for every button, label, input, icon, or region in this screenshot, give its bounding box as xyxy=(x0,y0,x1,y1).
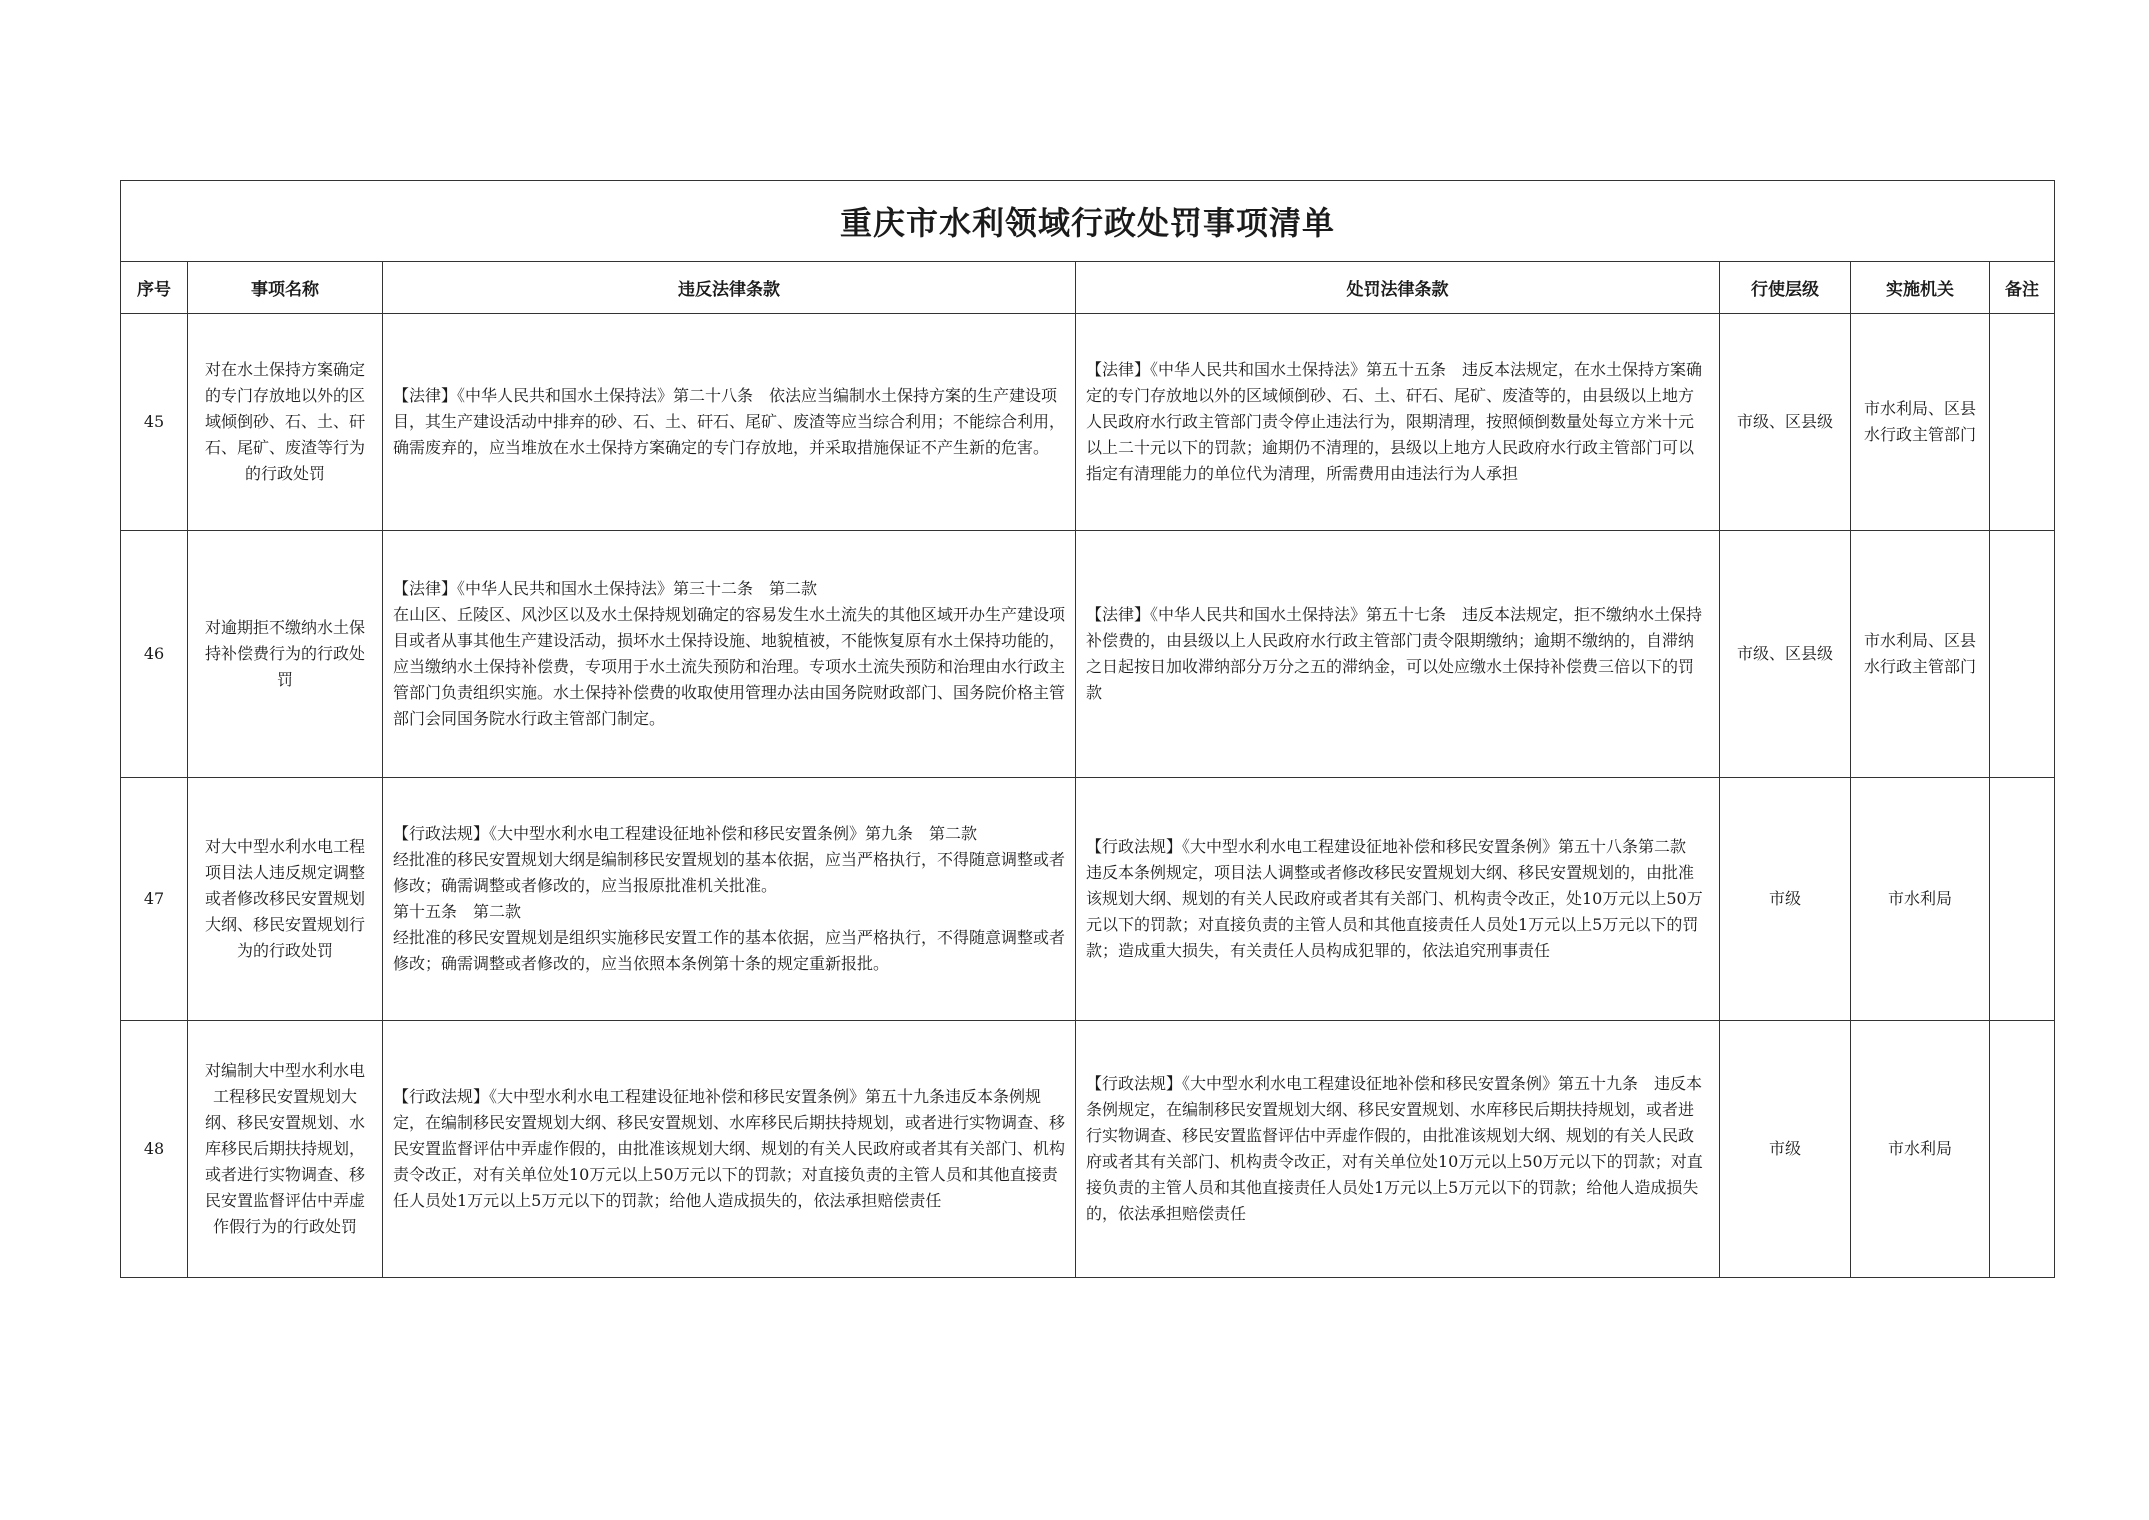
header-seq: 序号 xyxy=(121,262,188,314)
header-org: 实施机关 xyxy=(1851,262,1990,314)
header-name: 事项名称 xyxy=(188,262,383,314)
header-note: 备注 xyxy=(1990,262,2055,314)
row-org: 市水利局、区县水行政主管部门 xyxy=(1851,314,1990,531)
row-name: 对编制大中型水利水电工程移民安置规划大纲、移民安置规划、水库移民后期扶持规划，或者进行实物调查、移民安置监督评估中弄虚作假行为的行政处罚 xyxy=(188,1021,383,1278)
table-row xyxy=(121,531,2055,778)
violation-line: 经批准的移民安置规划大纲是编制移民安置规划的基本依据，应当严格执行，不得随意调整或者修改；确需调整或者修改的，应当报原批准机关批准。 xyxy=(393,850,1066,895)
row-seq: 45 xyxy=(121,314,188,531)
violation-line: 经批准的移民安置规划是组织实施移民安置工作的基本依据，应当严格执行，不得随意调整或者修改；确需调整或者修改的，应当依照本条例第十条的规定重新报批。 xyxy=(393,928,1066,973)
row-level: 市级 xyxy=(1720,1021,1851,1278)
row-level: 市级 xyxy=(1720,778,1851,1021)
header-violation: 违反法律条款 xyxy=(383,262,1076,314)
row-level: 市级、区县级 xyxy=(1720,531,1851,778)
row-note xyxy=(1990,778,2055,1021)
table-header-row xyxy=(121,262,2055,314)
header-level: 行使层级 xyxy=(1720,262,1851,314)
violation-line: 【行政法规】《大中型水利水电工程建设征地补偿和移民安置条例》第五十九条违反本条例规定，在编制移民安置规划大纲、移民安置规划、水库移民后期扶持规划，或者进行实物调查、移民安置监督评估中弄虚作假的，由批准该规划大纲、规划的有关人民政府或者其有关部门、机构责令改正，对有关单位处10万元以上50万元以下的罚款；对直接负责的主管人员和其他直接责任人员处1万元以上5万元以下的罚款；给他人造成损失的，依法承担赔偿责任 xyxy=(393,1087,1066,1210)
row-penalty: 【法律】《中华人民共和国水土保持法》第五十五条 违反本法规定，在水土保持方案确定的专门存放地以外的区域倾倒砂、石、土、矸石、尾矿、废渣等的，由县级以上地方人民政府水行政主管部门责令停止违法行为，限期清理，按照倾倒数量处每立方米十元以上二十元以下的罚款；逾期仍不清理的，县级以上地方人民政府水行政主管部门可以指定有清理能力的单位代为清理，所需费用由违法行为人承担 xyxy=(1076,314,1720,531)
row-name: 对大中型水利水电工程项目法人违反规定调整或者修改移民安置规划大纲、移民安置规划行为的行政处罚 xyxy=(188,778,383,1021)
header-penalty: 处罚法律条款 xyxy=(1076,262,1720,314)
row-seq: 47 xyxy=(121,778,188,1021)
page-title: 重庆市水利领域行政处罚事项清单 xyxy=(121,181,2055,262)
row-violation xyxy=(383,531,1076,778)
table-row xyxy=(121,314,2055,531)
row-penalty: 【法律】《中华人民共和国水土保持法》第五十七条 违反本法规定，拒不缴纳水土保持补偿费的，由县级以上人民政府水行政主管部门责令限期缴纳；逾期不缴纳的，自滞纳之日起按日加收滞纳部分万分之五的滞纳金，可以处应缴水土保持补偿费三倍以下的罚款 xyxy=(1076,531,1720,778)
row-seq: 46 xyxy=(121,531,188,778)
violation-line: 【行政法规】《大中型水利水电工程建设征地补偿和移民安置条例》第九条 第二款 xyxy=(393,824,978,843)
row-note xyxy=(1990,1021,2055,1278)
row-penalty: 【行政法规】《大中型水利水电工程建设征地补偿和移民安置条例》第五十八条第二款 违反本条例规定，项目法人调整或者修改移民安置规划大纲、移民安置规划的，由批准该规划大纲、规划的有关人民政府或者其有关部门、机构责令改正，处10万元以上50万元以下的罚款；对直接负责的主管人员和其他直接责任人员处1万元以上5万元以下的罚款；造成重大损失，有关责任人员构成犯罪的，依法追究刑事责任 xyxy=(1076,778,1720,1021)
penalty-list-table xyxy=(120,180,2055,1278)
row-violation xyxy=(383,1021,1076,1278)
row-violation xyxy=(383,314,1076,531)
row-org: 市水利局 xyxy=(1851,778,1990,1021)
row-note xyxy=(1990,531,2055,778)
violation-line: 【法律】《中华人民共和国水土保持法》第三十二条 第二款 xyxy=(393,579,818,598)
row-penalty: 【行政法规】《大中型水利水电工程建设征地补偿和移民安置条例》第五十九条 违反本条例规定，在编制移民安置规划大纲、移民安置规划、水库移民后期扶持规划，或者进行实物调查、移民安置监督评估中弄虚作假的，由批准该规划大纲、规划的有关人民政府或者其有关部门、机构责令改正，对有关单位处10万元以上50万元以下的罚款；对直接负责的主管人员和其他直接责任人员处1万元以上5万元以下的罚款；给他人造成损失的，依法承担赔偿责任 xyxy=(1076,1021,1720,1278)
row-level: 市级、区县级 xyxy=(1720,314,1851,531)
violation-line: 在山区、丘陵区、风沙区以及水土保持规划确定的容易发生水土流失的其他区域开办生产建设项目或者从事其他生产建设活动，损坏水土保持设施、地貌植被，不能恢复原有水土保持功能的，应当缴纳水土保持补偿费，专项用于水土流失预防和治理。专项水土流失预防和治理由水行政主管部门负责组织实施。水土保持补偿费的收取使用管理办法由国务院财政部门、国务院价格主管部门会同国务院水行政主管部门制定。 xyxy=(393,605,1066,728)
row-name: 对逾期拒不缴纳水土保持补偿费行为的行政处罚 xyxy=(188,531,383,778)
row-org: 市水利局 xyxy=(1851,1021,1990,1278)
row-name: 对在水土保持方案确定的专门存放地以外的区域倾倒砂、石、土、矸石、尾矿、废渣等行为的行政处罚 xyxy=(188,314,383,531)
row-seq: 48 xyxy=(121,1021,188,1278)
violation-line: 第十五条 第二款 xyxy=(393,902,522,921)
table-row xyxy=(121,1021,2055,1278)
row-violation xyxy=(383,778,1076,1021)
violation-line: 【法律】《中华人民共和国水土保持法》第二十八条 依法应当编制水土保持方案的生产建设项目，其生产建设活动中排弃的砂、石、土、矸石、尾矿、废渣等应当综合利用；不能综合利用，确需废弃的，应当堆放在水土保持方案确定的专门存放地，并采取措施保证不产生新的危害。 xyxy=(393,386,1066,457)
row-org: 市水利局、区县水行政主管部门 xyxy=(1851,531,1990,778)
table-row xyxy=(121,778,2055,1021)
row-note xyxy=(1990,314,2055,531)
